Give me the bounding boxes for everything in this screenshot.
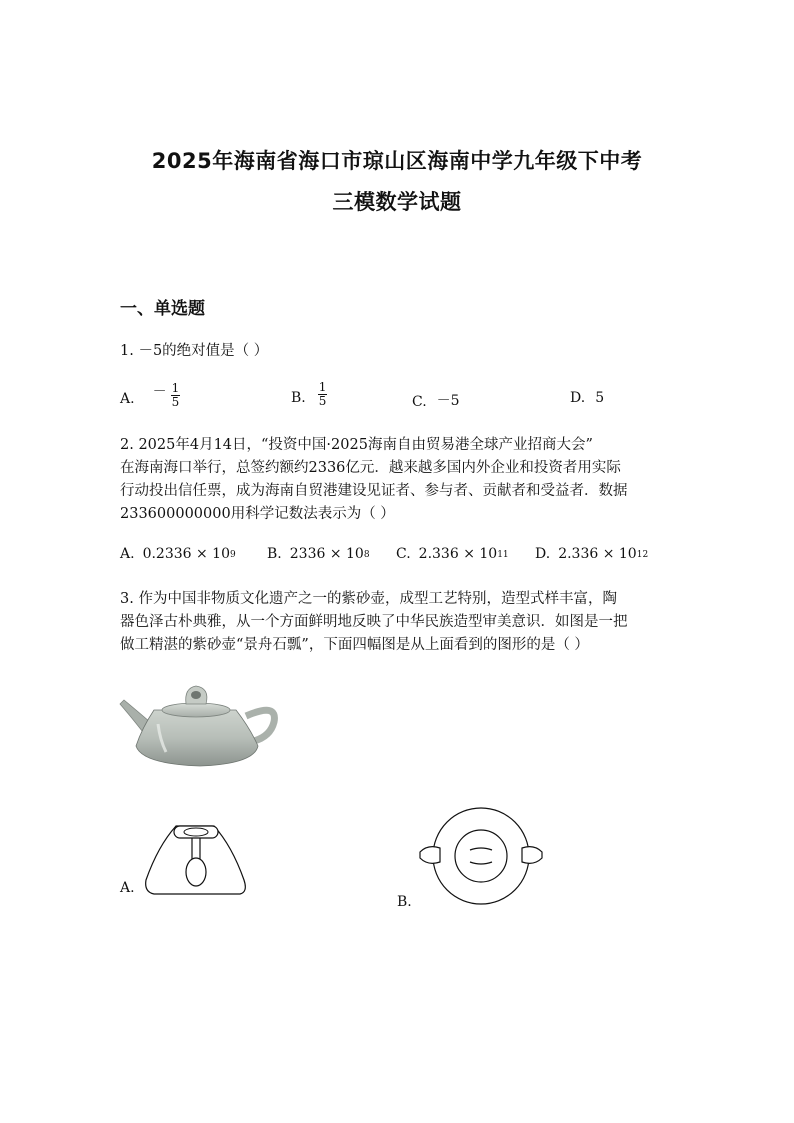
option-label: D. — [570, 390, 586, 406]
option-b-spout — [420, 847, 440, 864]
fraction — [171, 382, 181, 409]
document-title-line-1: 2025年海南省海口市琼山区海南中学九年级下中考 — [151, 149, 643, 173]
document-title-line-2: 三模数学试题 — [332, 190, 462, 214]
question-line: 行动投出信任票，成为海南自贸港建设见证者、参与者、贡献者和受益者．数据 — [120, 483, 628, 499]
q1-option-d — [570, 390, 604, 406]
option-exponent: 12 — [636, 550, 649, 560]
option-a-bulb — [186, 858, 206, 886]
option-value: 2.336 × 10 — [418, 546, 498, 562]
q3-option-b-figure — [418, 800, 544, 912]
teapot-body — [136, 710, 258, 766]
option-label: A. — [120, 546, 135, 562]
q2-option-a — [120, 546, 236, 562]
option-b-handle — [522, 847, 542, 864]
option-a-knob — [184, 828, 208, 836]
option-exponent: 9 — [230, 550, 236, 560]
q3-option-a-figure — [140, 816, 252, 898]
fraction-denominator: 5 — [171, 395, 180, 409]
option-exponent: 11 — [497, 550, 509, 560]
option-value: －5 — [436, 393, 460, 409]
teapot-image — [118, 680, 280, 772]
option-value: 5 — [595, 390, 605, 406]
q3-option-a-label: A. — [120, 880, 135, 896]
option-value: 0.2336 × 10 — [142, 546, 230, 562]
option-label: A. — [120, 391, 135, 407]
fraction-numerator: 1 — [318, 380, 327, 394]
question-line: 2. 2025年4月14日，“投资中国·2025海南自由贸易港全球产业招商大会” — [120, 437, 593, 453]
fraction — [318, 381, 328, 408]
option-value: 2336 × 10 — [289, 546, 364, 562]
teapot-knob-hole — [191, 691, 201, 699]
q2-option-d — [535, 546, 648, 562]
q2-option-b — [267, 546, 370, 562]
question-2-text — [120, 434, 680, 526]
q1-option-b — [291, 381, 327, 406]
q1-option-a — [120, 381, 180, 407]
question-1-text: 1. －5的绝对值是（ ） — [120, 343, 269, 359]
option-exponent: 8 — [363, 550, 370, 560]
teapot-lid — [162, 703, 230, 717]
option-label: C. — [412, 394, 427, 410]
section-heading: 一、单选题 — [120, 299, 205, 319]
question-line: 在海南海口举行，总签约额约2336亿元．越来越多国内外企业和投资者用实际 — [120, 460, 621, 476]
q1-option-c — [412, 390, 460, 410]
question-line: 3. 作为中国非物质文化遗产之一的紫砂壶，成型工艺特别，造型式样丰富，陶 — [120, 591, 617, 607]
option-a-stem — [192, 838, 200, 860]
question-3-text — [120, 588, 680, 657]
option-label: B. — [291, 390, 306, 406]
fraction-denominator: 5 — [318, 394, 327, 408]
option-value: 2.336 × 10 — [558, 546, 637, 562]
option-label: C. — [396, 546, 411, 562]
fraction-numerator: 1 — [171, 381, 180, 395]
option-b-lid-circle — [455, 830, 507, 882]
question-line: 器色泽古朴典雅，从一个方面鲜明地反映了中华民族造型审美意识．如图是一把 — [120, 614, 628, 630]
question-line: 做工精湛的紫砂壶“景舟石瓢”，下面四幅图是从上面看到的图形的是（ ） — [120, 637, 589, 653]
question-line: 233600000000用科学记数法表示为（ ） — [120, 506, 395, 522]
fraction-sign: － — [152, 384, 167, 400]
q3-option-b-label: B. — [397, 894, 412, 910]
option-label: D. — [535, 546, 551, 562]
q2-option-c — [396, 546, 509, 562]
option-label: B. — [267, 546, 282, 562]
